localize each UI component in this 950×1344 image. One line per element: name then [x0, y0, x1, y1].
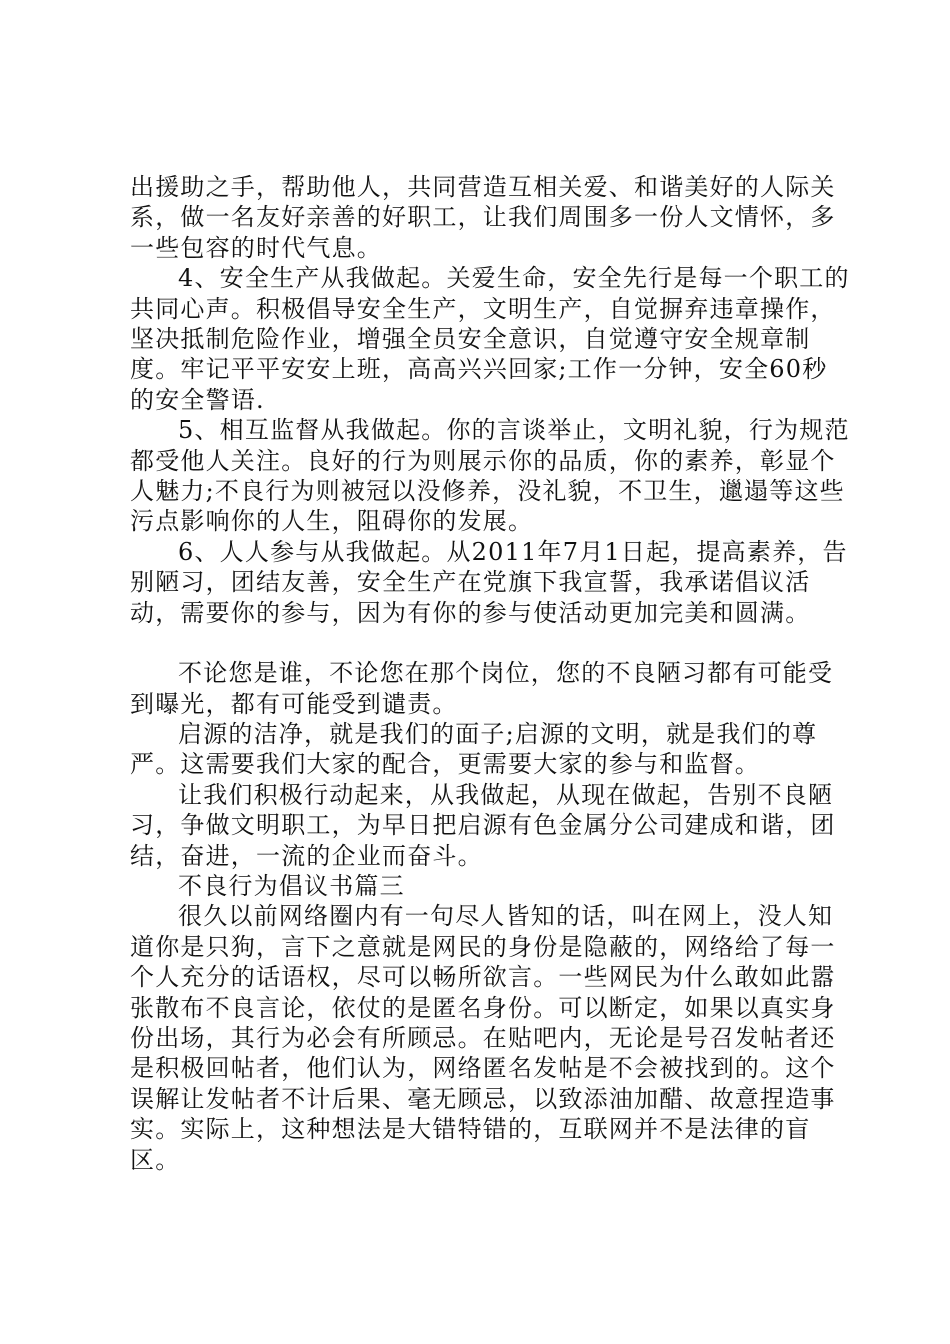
- paragraph-call-to-action: 让我们积极行动起来，从我做起，从现在做起，告别不良陋习，争做文明职工，为早日把启源有色金属分公司建成和谐，团结，奋进，一流的企业而奋斗。: [130, 780, 836, 870]
- paragraph-gap: [130, 628, 850, 658]
- paragraph-item-5: 5、相互监督从我做起。你的言谈举止，文明礼貌，行为规范都受他人关注。良好的行为则展示你的品质，你的素养，彰显个人魅力;不良行为则被冠以没修养，没礼貌，不卫生，邋遢等这些污点影响你的人生，阻碍你的发展。: [130, 416, 850, 536]
- section-title: 不良行为倡议书篇三: [178, 871, 405, 900]
- paragraph-item-4: 4、安全生产从我做起。关爱生命，安全先行是每一个职工的共同心声。积极倡导安全生产，文明生产，自觉摒弃违章操作，坚决抵制危险作业，增强全员安全意识，自觉遵守安全规章制度。牢记平平安安上班，高高兴兴回家;工作一分钟，安全60秒的安全警语.: [130, 264, 850, 414]
- paragraph-item-6: 6、人人参与从我做起。从2011年7月1日起，提高素养，告别陋习，团结友善，安全生产在党旗下我宣誓，我承诺倡议活动，需要你的参与，因为有你的参与使活动更加完美和圆满。: [130, 537, 848, 627]
- paragraph-exposure: 不论您是谁，不论您在那个岗位，您的不良陋习都有可能受到曝光，都有可能受到谴责。: [130, 659, 834, 718]
- paragraph-continuation: 出援助之手，帮助他人，共同营造互相关爱、和谐美好的人际关系，做一名友好亲善的好职工，让我们周围多一份人文情怀，多一些包容的时代气息。: [130, 173, 836, 262]
- paragraph-internet: 很久以前网络圈内有一句尽人皆知的话，叫在网上，没人知道你是只狗，言下之意就是网民的身份是隐蔽的，网络给了每一个人充分的话语权，尽可以畅所欲言。一些网民为什么敢如此嚣张散布不良言论，依仗的是匿名身份。可以断定，如果以真实身份出场，其行为必会有所顾忌。在贴吧内，无论是号召发帖者还是积极回帖者，他们认为，网络匿名发帖是不会被找到的。这个误解让发帖者不计后果、毫无顾忌，以致添油加醋、故意捏造事实。实际上，这种想法是大错特错的，互联网并不是法律的盲区。: [130, 902, 836, 1174]
- paragraph-civility: 启源的洁净，就是我们的面子;启源的文明，就是我们的尊严。这需要我们大家的配合，更需要大家的参与和监督。: [130, 719, 818, 779]
- document-body: [130, 172, 850, 1175]
